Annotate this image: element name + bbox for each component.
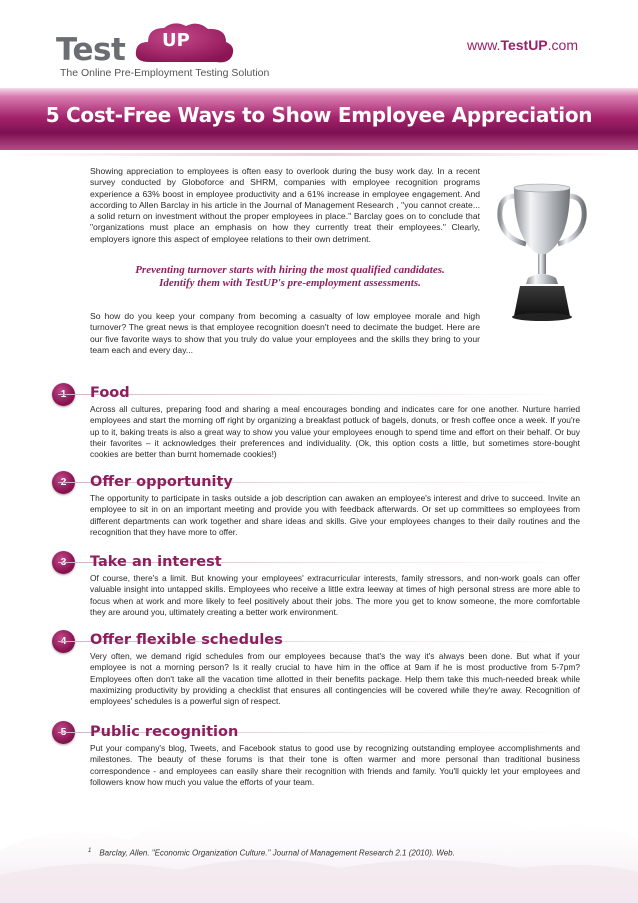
section-title: Offer opportunity	[90, 474, 233, 490]
section-body: Put your company's blog, Tweets, and Facebook status to good use by recognizing outstanding employee accomplishments and milestones. The beauty of these forums is that their tone is often warmer and more personal than traditional business correspondence - and employees can easily share their recognition with friends and family. You'll quickly let your employees and followers know how much you value the efforts of your team.	[90, 743, 580, 787]
intro-paragraph: Showing appreciation to employees is often easy to overlook during the busy work day. In a recent survey conducted by Globoforce and SHRM, companies with employee recognition programs experience a 63% boost in employee productivity and a 61% increase in employee engagement. And according to Allen Barclay in his article in the Journal of Management Research , "you cannot create... a solid return on investment without the proper employees in place." Barclay goes on to conclude that "organizations must place an emphasis on how they currently treat their employees." Clearly, employers ignore this aspect of employee relations to their own detriment.	[90, 166, 480, 244]
website-link[interactable]	[467, 37, 578, 53]
title-banner	[0, 88, 638, 150]
intro-paragraph-2: So how do you keep your company from becoming a casualty of low employee morale and high turnover? The great news is that employee recognition doesn't need to decimate the budget. Here are our five favorite ways to show that you truly do value your employees and the skills they bring to your team each and every day...	[90, 311, 480, 355]
url-bold: TestUP	[500, 37, 548, 53]
page-title: 5 Cost-Free Ways to Show Employee Appreciation	[45, 103, 593, 127]
section-title: Offer flexible schedules	[90, 632, 283, 648]
footer-cloud-decoration	[0, 780, 638, 903]
section-title: Public recognition	[90, 724, 239, 740]
section-body: Across all cultures, preparing food and sharing a meal encourages bonding and indicates care for one another. Nurture harried employees and start the morning off right by organizing a breakfast potluck of bagels, donuts, or fresh coffee once a week. If you're up to it, baking treats is also a great way to show you value your employees enough to spend time and effort on their behalf. Or buy their favorites – it acknowledges their preferences and individuality. (Ok, this option costs a little, but sometimes store-bought cookies are better than burnt homemade cookies!)	[90, 404, 580, 460]
footnote-marker: 1	[88, 848, 92, 854]
section-body: The opportunity to participate in tasks outside a job description can awaken an employee's interest and drive to succeed. Invite an employee to sit in on an important meeting and provide you with feedback afterwards. Or set up committees so employees from different departments can work together and share ideas and skills. Give your employees changes to their daily routines and the recognition that they have more to offer.	[90, 493, 580, 537]
footnote-text: Barclay, Allen. "Economic Organization Culture." Journal of Management Research 2.1 (2010). Web.	[99, 848, 455, 858]
section-divider	[58, 394, 578, 395]
logo-text-test: Test	[56, 32, 126, 68]
footnote	[88, 848, 455, 858]
promo-line-2: Identify them with TestUP's pre-employment assessments.	[159, 276, 421, 289]
url-suffix: .com	[547, 37, 578, 53]
section-title: Take an interest	[90, 554, 222, 570]
url-prefix: www.	[467, 37, 501, 53]
banner-divider	[0, 153, 638, 156]
tagline: The Online Pre-Employment Testing Solution	[60, 67, 270, 79]
section-body: Of course, there's a limit. But knowing your employees' extracurricular interests, family stressors, and non-work goals can offer valuable insight into untapped skills. Employees who receive a little extra leeway at times of high personal stress are more able to focus when at work and more likely to feel positively about their jobs. The more you get to know someone, the more comfortable they are around you, ultimately creating a better work environment.	[90, 573, 580, 617]
promo-callout	[100, 264, 480, 289]
section-title: Food	[90, 385, 130, 401]
promo-line-1: Preventing turnover starts with hiring the most qualified candidates.	[135, 264, 445, 276]
section-body: Very often, we demand rigid schedules from our employees because that's the way it's always been done. But what if your employee is not a morning person? Is it really crucial to have him in the office at 9am if he is most productive from 5-7pm? Employees often don't take all the vacation time allotted in their benefits package. Help them take this much-needed break while maximizing productivity by providing a checklist that ensures all contingencies will be covered while they're away. Recognition of employees' schedules is a powerful sign of respect.	[90, 651, 580, 707]
trophy-icon	[492, 178, 592, 328]
logo-text-up: UP	[162, 30, 190, 51]
